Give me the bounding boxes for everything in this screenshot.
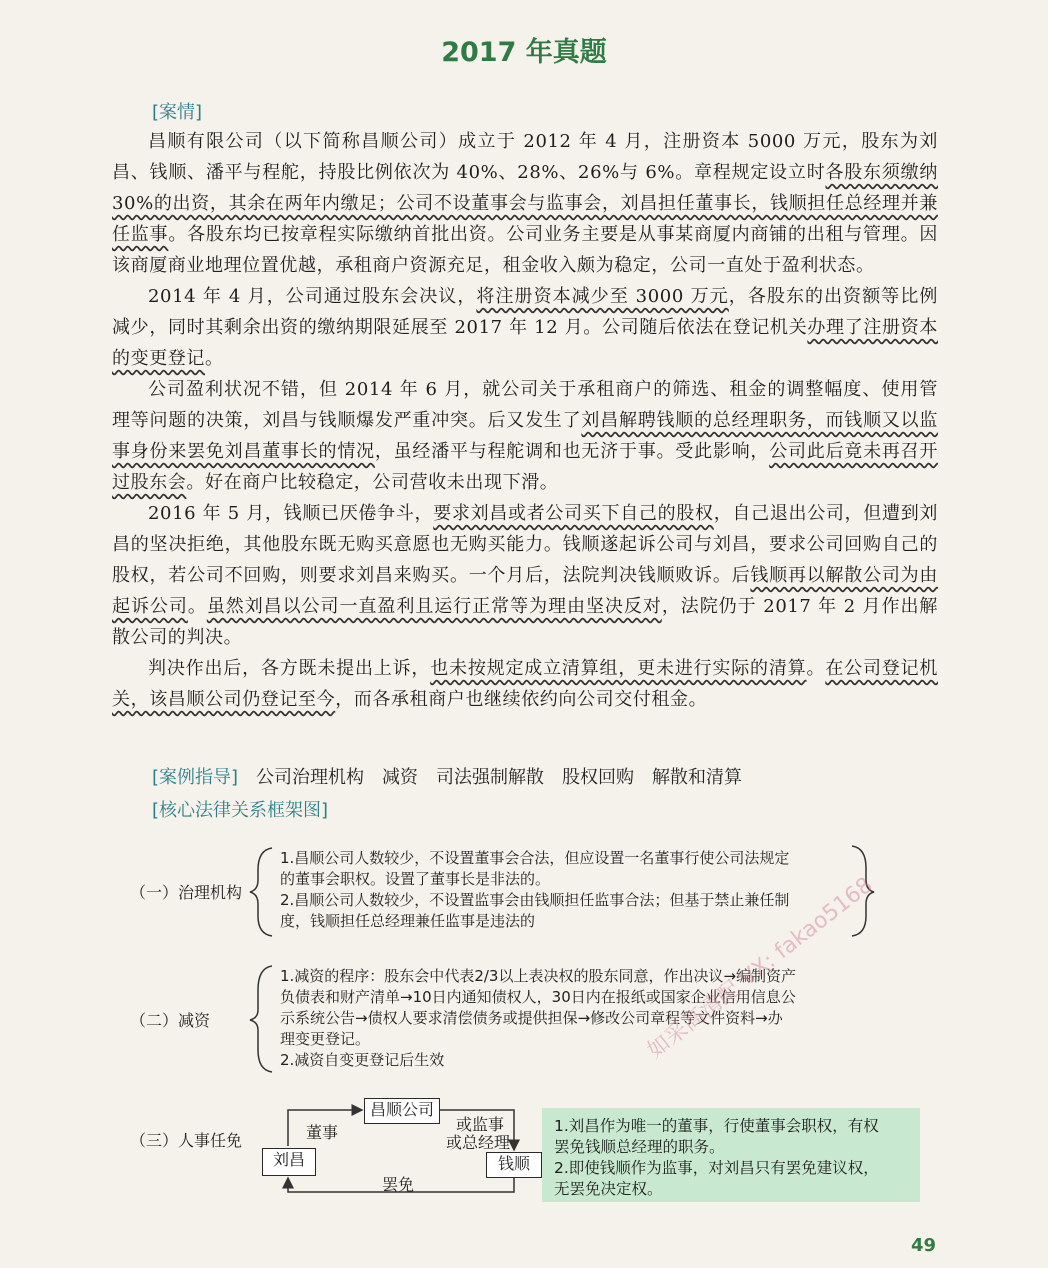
company-box: 昌顺公司 bbox=[364, 1098, 440, 1124]
case-guide-keywords bbox=[238, 767, 742, 788]
framework-section-tag: [核心法律关系框架图] bbox=[152, 800, 329, 821]
case-text: 判决作出后，各方既未提出上诉， bbox=[148, 658, 431, 679]
case-text: ，各股东的出资额等比例减少，同时其剩余出资的缴纳期限延展至 2017 年 12 月。公司随后依法在登记机关 bbox=[112, 286, 939, 338]
case-section-tag: [案情] bbox=[152, 102, 203, 123]
case-guide-tag: [案例指导] bbox=[152, 767, 239, 788]
underlined-text: 公司此后竟未再召开过股东会 bbox=[112, 441, 938, 493]
case-text: ，自己退出公司，但遭到刘昌的坚决拒绝，其他股东既无购买意愿也无购买能力。钱顺遂起诉公司与刘昌，要求公司回购自己的股权，若公司不回购，则要求刘昌来购买。一个月后，法院判决钱顺败诉。后 bbox=[112, 503, 939, 586]
edge-supervisor-label: 或监事 bbox=[456, 1115, 505, 1134]
case-text: 2014 年 4 月，公司通过股东会决议， bbox=[148, 286, 477, 307]
governance-text bbox=[280, 848, 870, 932]
guide-keyword: 解散和清算 bbox=[652, 767, 743, 788]
underlined-text: 也未按规定成立清算组，更未进行实际的清算 bbox=[430, 658, 807, 679]
case-text: 。好在商户比较稳定，公司营收未出现下滑。 bbox=[186, 472, 559, 493]
underlined-text: 在公司登记机关，该昌顺公司仍登记至今 bbox=[112, 658, 938, 710]
framework-line: 1.刘昌作为唯一的董事，行使董事会职权，有权 bbox=[554, 1117, 879, 1135]
capital-reduction-label: （二）减资 bbox=[130, 1011, 211, 1030]
case-text: ，而各承租商户也继续依约向公司交付租金。 bbox=[335, 689, 708, 710]
case-paragraph bbox=[112, 126, 938, 281]
liu-chang-box: 刘昌 bbox=[262, 1148, 316, 1176]
case-text: 公司盈利状况不错，但 2014 年 6 月，就公司关于承租商户的筛选、租金的调整幅度、使用管理等问题的决策，刘昌与钱顺爆发严重冲突。后又发生了 bbox=[112, 379, 938, 431]
framework-line: 2.即使钱顺作为监事，对刘昌只有罢免建议权， bbox=[554, 1159, 879, 1177]
framework-line: 1.昌顺公司人数较少，不设置董事会合法，但应设置一名董事行使公司法规定 bbox=[280, 849, 790, 867]
framework-line: 1.减资的程序：股东会中代表2/3以上表决权的股东同意，作出决议→编制资产 bbox=[280, 967, 797, 985]
framework-line: 2.昌顺公司人数较少，不设置监事会由钱顺担任监事合法；但基于禁止兼任制 bbox=[280, 891, 790, 909]
case-text: 。 bbox=[205, 348, 224, 369]
framework-line: 无罢免决定权。 bbox=[554, 1180, 663, 1198]
framework-line: 理变更登记。 bbox=[280, 1030, 371, 1048]
framework-line: 2.减资自变更登记后生效 bbox=[280, 1051, 445, 1069]
guide-keyword: 减资 bbox=[382, 767, 419, 788]
underlined-text: 虽然刘昌以公司一直盈利且运行正常等为理由坚决反对 bbox=[206, 596, 662, 617]
underlined-text: 钱顺再以解散公司为由起诉公司 bbox=[112, 565, 938, 617]
underlined-text: 各股东须缴纳 30%的出资，其余在两年内缴足；公司不设董事会与监事会，刘昌担任董事长，钱顺担任总经理并兼任监事 bbox=[112, 162, 938, 245]
case-text: 2016 年 5 月，钱顺已厌倦争斗， bbox=[148, 503, 434, 524]
underlined-text: 刘昌解聘钱顺的总经理职务，而钱顺又以监事身份来罢免刘昌董事长的情况 bbox=[112, 410, 938, 462]
case-text: 昌顺有限公司（以下简称昌顺公司）成立于 2012 年 4 月，注册资本 5000 万元，股东为刘昌、钱顺、潘平与程舵，持股比例依次为 40%、28%、26%与 6%。章程规定设立时 bbox=[112, 131, 938, 183]
framework-line: 示系统公告→债权人要求清偿债务或提供担保→修改公司章程等文件资料→办 bbox=[280, 1009, 783, 1027]
underlined-text: 要求刘昌或者公司买下自己的股权 bbox=[433, 503, 714, 524]
guide-keyword: 司法强制解散 bbox=[436, 767, 545, 788]
underlined-text: 将注册资本减少至 3000 万元 bbox=[476, 286, 729, 307]
case-text: 。各股东均已按章程实际缴纳首批出资。公司业务主要是从事某商厦内商铺的出租与管理。因该商厦商业地理位置优越，承租商户资源充足，租金收入颇为稳定，公司一直处于盈利状态。 bbox=[112, 224, 938, 276]
case-text: 。 bbox=[187, 596, 207, 617]
edge-dismiss-label: 罢免 bbox=[382, 1175, 415, 1194]
case-text: ，法院仍于 2017 年 2 月作出解散公司的判决。 bbox=[112, 596, 939, 648]
case-text: 。 bbox=[806, 658, 826, 679]
case-text: ，虽经潘平与程舵调和也无济于事。受此影响， bbox=[374, 441, 770, 462]
case-guide bbox=[152, 763, 742, 789]
edge-director-label: 董事 bbox=[306, 1123, 339, 1142]
qian-shun-box: 钱顺 bbox=[486, 1152, 542, 1178]
case-body bbox=[112, 126, 938, 715]
case-paragraph bbox=[112, 374, 938, 498]
underlined-text: 办理了注册资本的变更登记 bbox=[112, 317, 939, 369]
case-paragraph bbox=[112, 498, 938, 653]
capital-reduction-text bbox=[280, 966, 900, 1071]
guide-keyword: 股权回购 bbox=[562, 767, 635, 788]
framework-line: 罢免钱顺总经理的职务。 bbox=[554, 1138, 725, 1156]
personnel-note-box bbox=[542, 1108, 920, 1202]
guide-keyword: 公司治理机构 bbox=[256, 767, 365, 788]
case-paragraph bbox=[112, 653, 938, 715]
watermark: 如采高清配 VX: fakao5168 bbox=[643, 872, 878, 1064]
page-title: 2017 年真题 bbox=[441, 37, 607, 68]
personnel-label: （三）人事任免 bbox=[130, 1131, 243, 1150]
framework-line: 负债表和财产清单→10日内通知债权人，30日内在报纸或国家企业信用信息公 bbox=[280, 988, 796, 1006]
edge-manager-label: 或总经理 bbox=[446, 1133, 511, 1152]
page-number: 49 bbox=[910, 1235, 936, 1256]
framework-line: 的董事会职权。设置了董事长是非法的。 bbox=[280, 870, 551, 888]
governance-label: （一）治理机构 bbox=[130, 883, 243, 902]
case-paragraph bbox=[112, 281, 938, 374]
framework-line: 度，钱顺担任总经理兼任监事是违法的 bbox=[280, 912, 536, 930]
